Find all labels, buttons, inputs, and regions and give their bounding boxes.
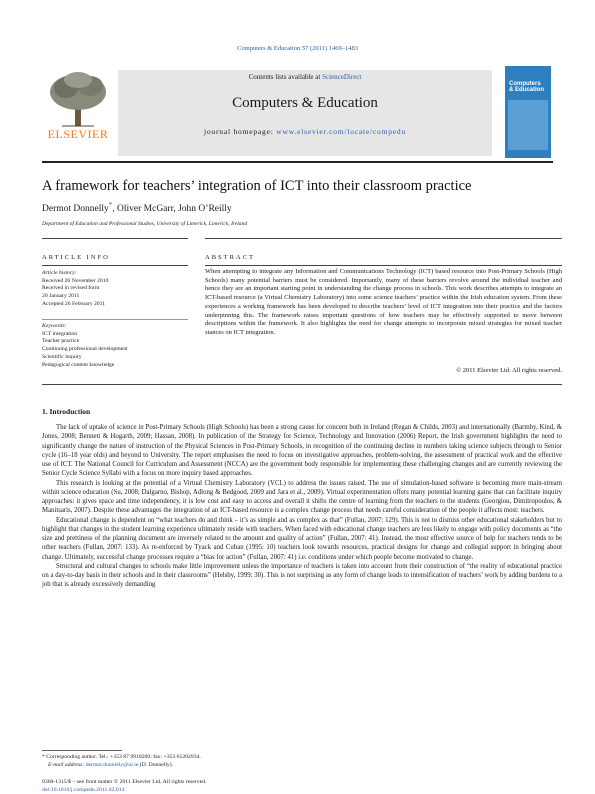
history-line: Received in revised form	[42, 285, 100, 292]
abstract-rule-bottom	[42, 384, 562, 385]
keyword-item: ICT integration	[42, 330, 78, 337]
footnote	[42, 754, 201, 769]
doi-link[interactable]: doi:10.1016/j.compedu.2011.02.014	[42, 786, 125, 793]
info-rule	[42, 265, 188, 266]
email-suffix: (D. Donnelly).	[138, 761, 174, 768]
journal-header-band	[118, 70, 492, 156]
header-rule	[42, 161, 553, 163]
abstract-heading: ABSTRACT	[205, 254, 255, 261]
journal-homepage	[118, 127, 492, 136]
cover-title	[509, 81, 544, 93]
author-name: Dermot Donnelly	[42, 204, 109, 215]
keywords-rule	[42, 319, 188, 320]
page-footer	[42, 779, 206, 794]
cover-title-line2: & Education	[509, 87, 545, 93]
article-history	[42, 270, 188, 309]
keywords-label: Keywords:	[42, 323, 67, 329]
info-rule-top	[42, 238, 188, 239]
email-link[interactable]: dermot.donnelly@ul.ie	[85, 761, 139, 768]
homepage-link[interactable]: www.elsevier.com/locate/compedu	[276, 127, 406, 136]
corresponding-author-note: * Corresponding author. Tel.: +353 87 9918260; fax: +353 61202934.	[42, 754, 201, 760]
cover-graphic	[508, 100, 548, 150]
corresponding-author-mark[interactable]: *	[108, 201, 113, 209]
contents-prefix: Contents lists available at	[248, 73, 323, 81]
keyword-item: Pedagogical content knowledge	[42, 361, 115, 368]
history-label: Article history:	[42, 270, 77, 276]
homepage-prefix: journal homepage:	[203, 127, 277, 136]
abstract-text: When attempting to integrate any Information and Communications Technology (ICT) based resource into Post-Primary Schools (High Schools) many potential barriers must be considered. Importantly, many of these barriers revolve around the individual teacher and hence they are an important starting point in understanding the change process in schools. This work describes attempts to integrate an ICT-based resource (a Virtual Chemistry Laboratory) into some science teachers’ practice within the Irish education system. From these experiences a working framework has been developed to describe teachers’ level of ICT integration into their practice and the factors underpinning this. The framework raises important questions of how teachers may be effectively supported to move between descriptions within the framework. It also highlights the need for change attempts to incorporate mixed strategies for mixed teacher stances on ICT integration.	[205, 268, 562, 336]
paragraph: This research is looking at the potential of a Virtual Chemistry Laboratory (VCL) to address the issues raised. The use of simulation-based software is becoming more main-stream within science education (Su, 2008; Dalgarno, Bishop, Adlong & Bedgood, 2009 and Jara et al., 2009). Virtual experimentation offers many potential learning gains that can facilitate inquiry approaches: it gives space and time independency, it is low cost and easy to access and overall it shifts the centre of learning from the teachers to the students (Georgiou, Dimitropoulos, & Manitsaris, 2007). Despite these advantages the integration of an ICT-based resource is a complex change process that needs careful consideration of the people it affects most: teachers.	[42, 479, 562, 515]
paragraph: The lack of uptake of science in Post-Primary Schools (High Schools) has been a strong cause for concern both in Ireland (Regan & Childs, 2003) and internationally (Barmby, Kind, & Jones, 2008; Bennett & Hogarth, 2009; Hassan, 2008). In publication of the Strategy for Science, Technology and Innovation (2006) Report, the Irish government highlights the need to significantly change the nature of instruction of the Physical Sciences in Post-Primary Schools, in recognition of the continuing decline in numbers taking science subjects through to Senior cycle (16–18 year olds) and beyond to University. The report emphasises the need to focus on investigative approaches, problem-solving, the assessment of practical work and the effective use of ICT. The National Council for Curriculum and Assessment (NCCA) are the government body responsible for implementing these challenging changes and are currently reviewing the Senior Cycle Science Syllabi with a focus on more inquiry based approaches.	[42, 424, 562, 478]
history-line: Accepted 26 February 2011	[42, 300, 106, 307]
email-line	[42, 762, 201, 770]
journal-title: Computers & Education	[232, 95, 378, 111]
keywords-block	[42, 323, 188, 369]
journal-cover-image	[505, 66, 551, 158]
journal-citation[interactable]: Computers & Education 57 (2011) 1469–1483	[237, 45, 358, 52]
affiliation: Department of Education and Professional Studies, University of Limerick, Limerick, Ireland	[42, 221, 248, 227]
author-names-rest: , Oliver McGarr, John O’Reilly	[112, 204, 232, 215]
keyword-item: Scientific inquiry	[42, 353, 82, 360]
paragraph: Structural and cultural changes to schools make little improvement unless the importance of teachers is taken into account from their construction of “the reality of educational practice on a day-to-day basis in their schools and in their classrooms” (Helsby, 1999: 30). This is not surprising as any form of change leads to intensification of teachers’ work by adding burdens to a job that is already excessively demanding	[42, 562, 562, 589]
email-label: E-mail address:	[48, 761, 86, 768]
paragraph: Educational change is dependent on “what teachers do and think – it’s as simple and as complex as that” (Fullan, 2007: 129). This is not to dismiss other educational stakeholders but to highlight that changes in the student learning experience ultimately reside with teachers. When faced with educational change teachers are less likely to engage with policy documents as “the size and prettiness of the planning document are inversely related to the amount and quality of action” (Fullan, 2007: 41). Instead, the most effective source of help for teachers tends to be other teachers (Fullan, 2007: 133). As re-enforced by Tyack and Cuban (1995: 10) teachers look towards resources, practical designs for change and collegial support in bringing about change. Ultimately, successful change processes require a “bias for action” (Fullan, 2007: 41) i.e. conditions under which people become motivated to change.	[42, 516, 562, 561]
publisher-logo-text: ELSEVIER	[47, 127, 109, 141]
abstract-rule	[205, 265, 562, 266]
author-list	[42, 201, 232, 214]
abstract-copyright: © 2011 Elsevier Ltd. All rights reserved.	[456, 367, 562, 374]
cover-title-line1: Computers	[509, 81, 541, 87]
elsevier-tree-logo	[42, 70, 114, 156]
article-info-heading: ARTICLE INFO	[42, 254, 110, 261]
contents-line	[118, 73, 492, 81]
issn-line: 0360-1315/$ – see front matter © 2011 Elsevier Ltd. All rights reserved.	[42, 779, 207, 785]
history-line: 20 January 2011	[42, 293, 80, 300]
article-title: A framework for teachers’ integration of ICT into their classroom practice	[42, 178, 472, 194]
sciencedirect-link[interactable]: ScienceDirect	[322, 73, 362, 81]
keyword-item: Continuing professional development	[42, 346, 128, 353]
introduction-body	[42, 423, 562, 590]
footnote-rule	[42, 750, 122, 751]
abstract-rule-top	[205, 238, 562, 239]
history-line: Received 26 November 2010	[42, 277, 109, 284]
keyword-item: Teacher practice	[42, 338, 80, 345]
section-heading-introduction: 1. Introduction	[42, 407, 91, 416]
